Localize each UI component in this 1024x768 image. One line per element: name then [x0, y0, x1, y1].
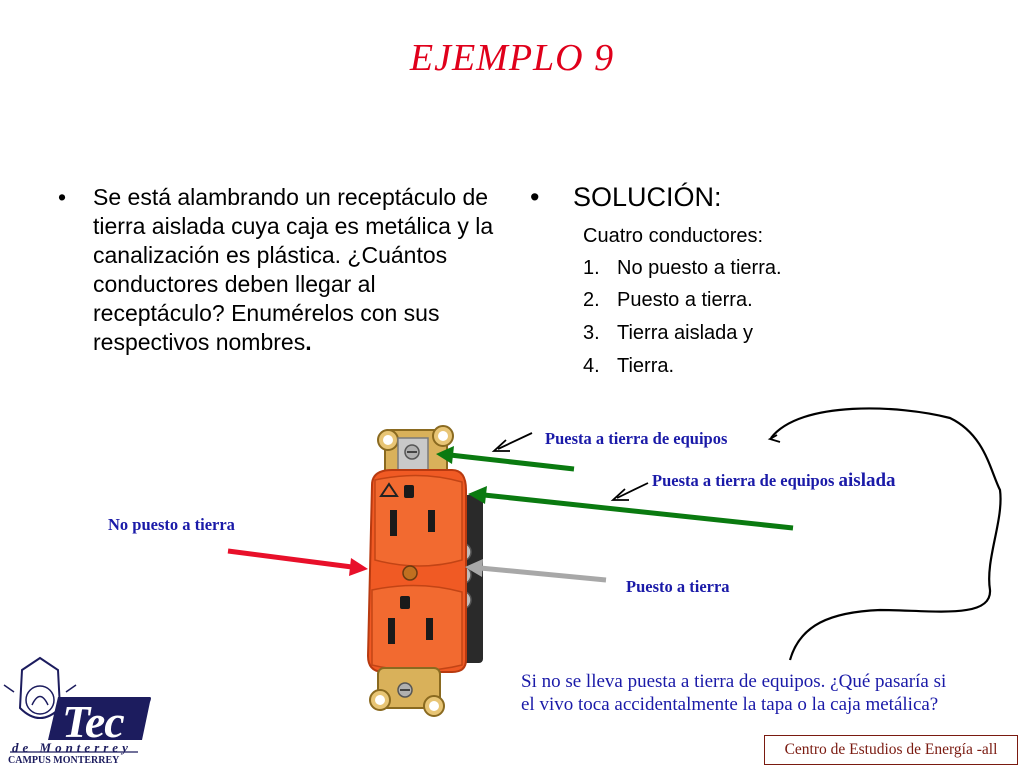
solution-item-label: Tierra. — [617, 355, 675, 377]
solution-heading-text: SOLUCIÓN: — [573, 182, 722, 212]
bullet-marker: • — [530, 182, 540, 212]
solution-item-number: 4. — [583, 355, 600, 377]
solution-item-label: Puesto a tierra. — [617, 289, 753, 311]
tec-logo-campus: CAMPUS MONTERREY — [8, 755, 120, 766]
arrow-label-pointer-1 — [494, 433, 532, 451]
question-text — [93, 183, 498, 357]
label-ungrounded: No puesto a tierra — [108, 515, 235, 534]
solution-subheading: Cuatro conductores: — [583, 225, 764, 247]
footer-credit: Centro de Estudios de Energía -all — [764, 735, 1018, 765]
label-isolated-ground-emph: aislada — [838, 470, 896, 491]
tec-logo-name: Tec — [62, 696, 124, 747]
solution-item-number: 3. — [583, 322, 600, 344]
solution-item — [583, 355, 674, 378]
solution-item — [583, 257, 782, 280]
slide-title: EJEMPLO 9 — [409, 37, 615, 79]
label-isolated-ground — [652, 470, 896, 492]
question-body: Se está alambrando un receptáculo de tierra aislada cuya caja es metálica y la canalización es plástica. ¿Cuántos conductores deben llegar al receptáculo? Enumérelos con sus respectivos nombres — [93, 184, 494, 355]
hand-drawn-curve — [771, 408, 1001, 660]
follow-up-question: Si no se lleva puesta a tierra de equipos. ¿Qué pasaría si el vivo toca accidentalmente la tapa o la caja metálica? — [521, 671, 947, 715]
solution-item-number: 2. — [583, 289, 600, 311]
bullet-marker: • — [58, 184, 67, 210]
solution-item — [583, 289, 753, 312]
tec-logo-subtitle: de Monterrey — [12, 740, 132, 755]
solution-heading — [530, 182, 722, 213]
solution-item — [583, 322, 753, 345]
question-bullet-item — [58, 183, 498, 357]
arrow-ungrounded-red — [228, 551, 368, 576]
label-equipment-ground: Puesta a tierra de equipos — [545, 429, 728, 448]
arrow-grounded-gray — [465, 559, 606, 580]
question-end-mark: . — [305, 329, 312, 355]
receptacle-image — [368, 426, 483, 716]
arrow-equipment-ground-green — [436, 446, 574, 469]
label-isolated-ground-prefix: Puesta a tierra de equipos — [652, 471, 839, 490]
arrow-label-pointer-2 — [613, 483, 648, 500]
solution-item-label: No puesto a tierra. — [617, 257, 782, 279]
solution-item-label: Tierra aislada y — [617, 322, 753, 344]
label-grounded: Puesto a tierra — [626, 577, 730, 596]
solution-item-number: 1. — [583, 257, 600, 279]
